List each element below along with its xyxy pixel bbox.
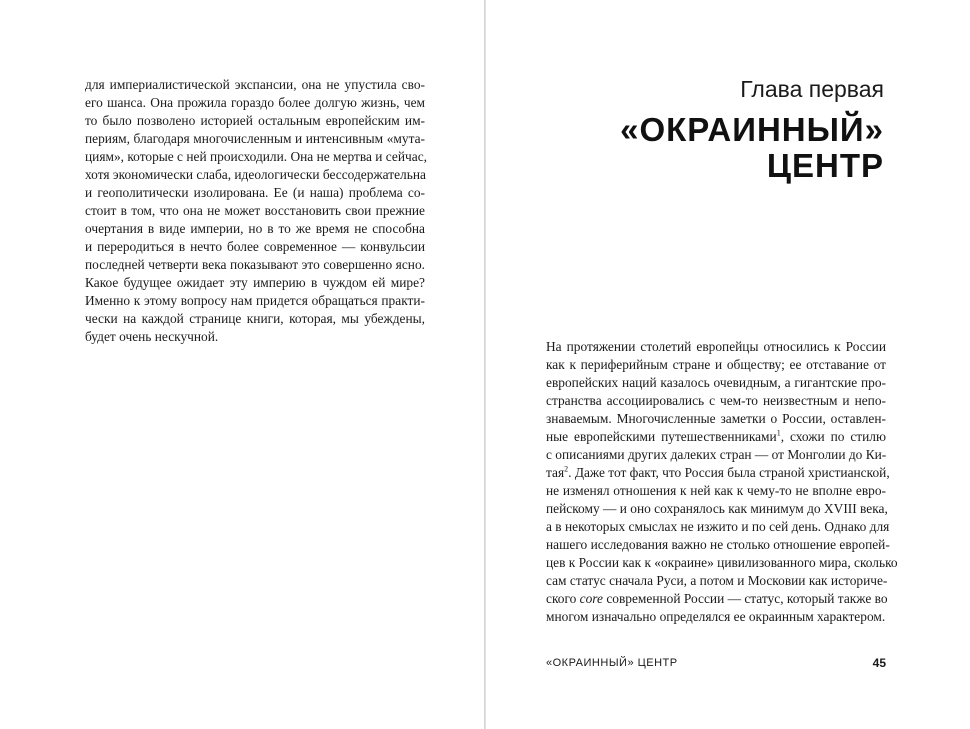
chapter-title-line: «ОКРАИННЫЙ» <box>620 111 884 148</box>
text-line: знаваемым. Многочисленные заметки о России, оставлен- <box>546 411 886 426</box>
text-line: чески на каждой странице книги, которая, мы убеждены, <box>85 311 425 326</box>
text-line: многом изначально определялся ее окраинным характером. <box>546 609 886 624</box>
page-number: 45 <box>872 656 886 670</box>
text-line: На протяжении столетий европейцы относились к России <box>546 339 886 354</box>
chapter-title <box>620 112 884 184</box>
text-line: странства ассоциировались с чем-то неизвестным и непо- <box>546 393 886 408</box>
text-line: пейскому — и оно сохранялось как минимум до XVIII века, <box>546 501 888 516</box>
chapter-title-line: ЦЕНТР <box>766 147 884 184</box>
text-line: а в некоторых смыслах не изжито и по сей день. Однако для <box>546 519 890 534</box>
text-line: то было позволено историей остальным европейским им- <box>85 113 425 128</box>
text-fragment: тая <box>546 465 565 480</box>
text-line <box>546 590 886 608</box>
text-line: европейских наций казалось очевидным, а гигантские про- <box>546 375 886 390</box>
running-head: «ОКРАИННЫЙ» ЦЕНТР <box>546 657 678 669</box>
text-line: цев к России как к «окраине» цивилизованного мира, сколько <box>546 555 898 570</box>
text-line: для империалистической экспансии, она не упустила сво- <box>85 77 425 92</box>
right-page <box>486 0 970 729</box>
footnote-marker[interactable]: 2 <box>564 464 569 474</box>
text-line: стоит в том, что она не может восстановить свои прежние <box>85 203 425 218</box>
text-line: периям, благодаря многочисленным и интенсивным «мута- <box>85 131 425 146</box>
text-line: как к периферийным стране и обществу; ее отставание от <box>546 357 886 372</box>
text-line: и геополитически изолирована. Ее (и наша) проблема со- <box>85 185 425 200</box>
text-line: сам статус сначала Руси, а потом и Московии как историче- <box>546 573 888 588</box>
text-line <box>546 428 886 446</box>
text-fragment: . Даже тот факт, что Россия была страной христианской, <box>568 465 890 480</box>
text-line: Именно к этому вопросу нам придется обращаться практи- <box>85 293 425 308</box>
text-line: и переродиться в нечто более современное — конвульсии <box>85 239 425 254</box>
text-line: нашего исследования важно не столько отношение европей- <box>546 537 890 552</box>
text-line: с описаниями других далеких стран — от Монголии до Ки- <box>546 447 887 462</box>
text-line: не изменял отношения к ней как к чему-то не вполне евро- <box>546 483 886 498</box>
text-line: циям», которые с ней происходили. Она не мертва и сейчас, <box>85 149 427 164</box>
chapter-label: Глава первая <box>740 76 884 102</box>
text-line: хотя экономически слаба, идеологически бессодержательна <box>85 167 426 182</box>
text-line: Какое будущее ожидает эту империю в чуждом ей мире? <box>85 275 425 290</box>
text-line: очертания в виде империи, но в то же время не способна <box>85 221 425 236</box>
footnote-marker[interactable]: 1 <box>776 428 781 438</box>
text-line: последней четверти века показывают это совершенно ясно. <box>85 257 425 272</box>
text-line: будет очень нескучной. <box>85 329 219 344</box>
text-fragment: современной России — статус, который также во <box>602 591 888 606</box>
text-fragment: ского <box>546 591 580 606</box>
text-fragment: , схожи по стилю <box>780 429 886 444</box>
text-line: его шанса. Она прожила гораздо более долгую жизнь, чем <box>85 95 425 110</box>
italic-term: core <box>579 591 603 606</box>
text-fragment: ные европейскими путешественниками <box>546 429 777 444</box>
text-line <box>546 464 890 482</box>
